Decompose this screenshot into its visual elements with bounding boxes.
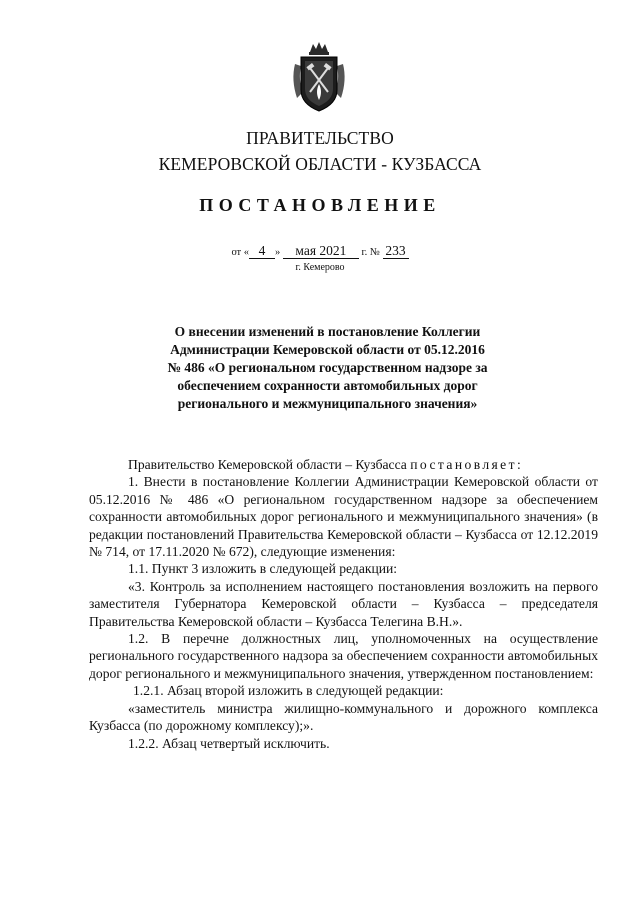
paragraph-1-2-1-quote: «заместитель министра жилищно-коммунального и дорожного комплекса Кузбасса (по дорожному комплексу);». — [89, 700, 598, 734]
intro-text: Правительство Кемеровской области – Кузбасса — [128, 457, 411, 472]
document-type-heading: ПОСТАНОВЛЕНИЕ — [199, 195, 441, 215]
kuzbass-coat-of-arms-icon — [289, 40, 349, 115]
paragraph-1: 1. Внести в постановление Коллегии Администрации Кемеровской области от 05.12.2016 № 486 «О региональном государственном надзоре за обеспечением сохранности автомобильных дорог регионального и межмуниципального значения» (в редакции постановлений Правительства Кемеровской области – Кузбасса от 12.12.2019 № 714, от 17.11.2020 № 672), следующие изменения: — [89, 474, 598, 560]
date-year-suffix: г. — [361, 247, 368, 258]
date-number-line — [0, 244, 640, 259]
intro-paragraph — [89, 456, 598, 473]
paragraph-1-2: 1.2. В перечне должностных лиц, уполномоченных на осуществление регионального государственного надзора за обеспечением сохранности автомобильных дорог регионального и межмуниципального значения, утвержденном постановлением: — [89, 631, 598, 681]
date-day: 4 — [249, 244, 275, 259]
paragraph-1-1: 1.1. Пункт 3 изложить в следующей редакции: — [128, 561, 398, 577]
title-line: О внесении изменений в постановление Коллегии — [174, 324, 481, 339]
title-line: № 486 «О региональном государственном надзоре за — [167, 360, 488, 375]
title-line: обеспечением сохранности автомобильных дорог — [177, 378, 478, 393]
date-month-year: мая 2021 — [283, 244, 359, 259]
date-prefix: от « — [231, 247, 250, 258]
document-body — [89, 456, 598, 752]
government-name-line2: КЕМЕРОВСКОЙ ОБЛАСТИ - КУЗБАССА — [158, 154, 482, 174]
place-of-issue: г. Кемерово — [295, 262, 345, 273]
number-sign: № — [369, 247, 380, 258]
document-number: 233 — [383, 244, 409, 259]
government-name-line1: ПРАВИТЕЛЬСТВО — [246, 128, 394, 148]
date-mid: » — [275, 247, 281, 258]
document-title — [140, 323, 515, 413]
paragraph-1-2-2: 1.2.2. Абзац четвертый исключить. — [128, 735, 330, 751]
title-line: регионального и межмуниципального значения» — [177, 396, 478, 411]
decree-word: постановляет: — [410, 457, 524, 472]
paragraph-1-2-1: 1.2.1. Абзац второй изложить в следующей редакции: — [133, 683, 444, 699]
title-line: Администрации Кемеровской области от 05.12.2016 — [170, 342, 485, 357]
paragraph-1-1-quote: «3. Контроль за исполнением настоящего постановления возложить на первого заместителя Губернатора Кемеровской области – Кузбасса – председателя Правительства Кемеровской области – Кузбасса Телегина В.Н.». — [89, 578, 598, 629]
